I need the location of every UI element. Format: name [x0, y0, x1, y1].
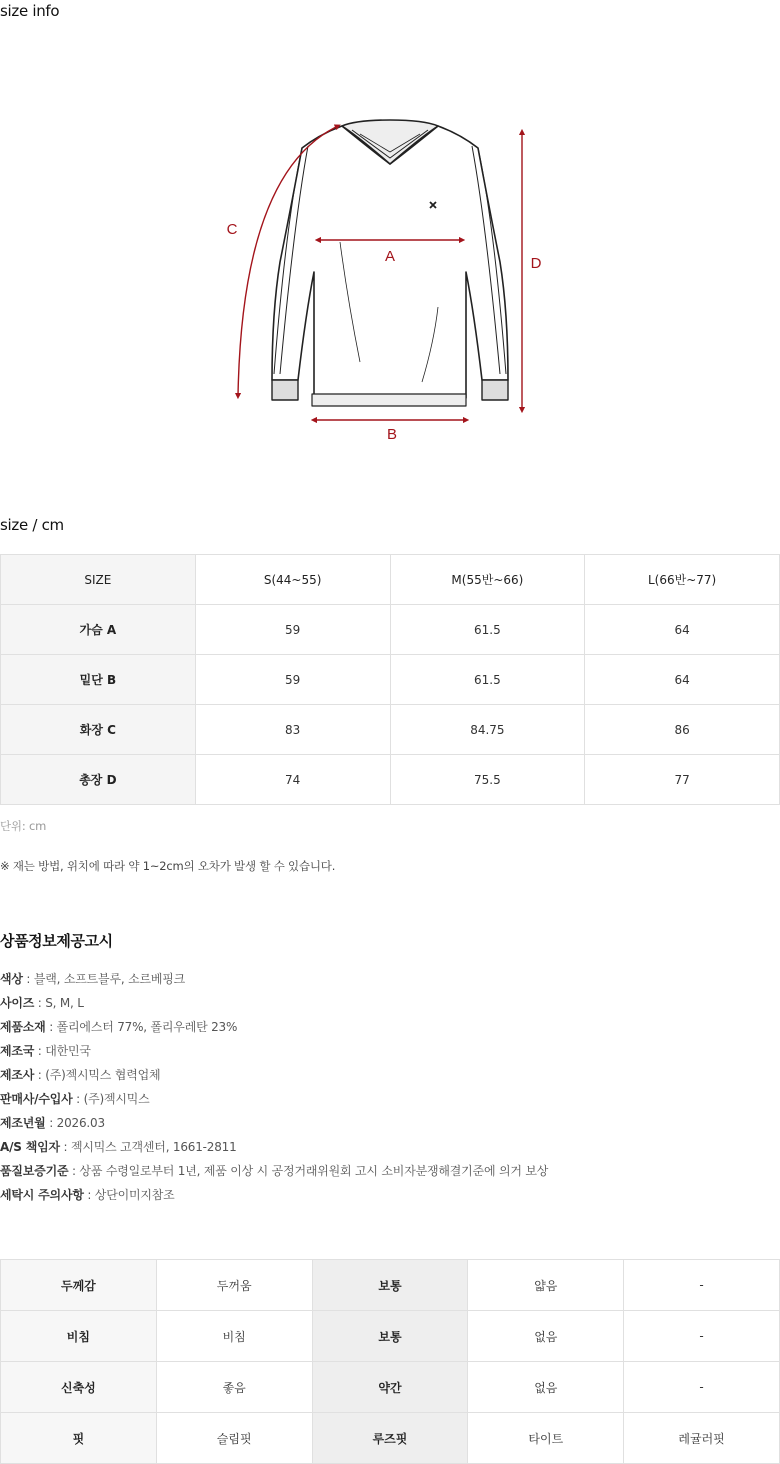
table-cell: 64 — [585, 605, 780, 655]
row-label: 비침 — [1, 1311, 157, 1362]
label-c: C — [226, 221, 238, 238]
table-cell: 61.5 — [390, 605, 585, 655]
table-row — [1, 705, 780, 755]
header-cell: M(55반~66) — [390, 555, 585, 605]
notice-item-date: 제조년월 : 2026.03 — [0, 1116, 105, 1130]
table-cell: 77 — [585, 755, 780, 805]
table-row — [1, 755, 780, 805]
table-row — [1, 1260, 780, 1311]
table-cell: 좋음 — [156, 1362, 312, 1413]
table-cell: 59 — [195, 655, 390, 705]
notice-item-warranty: 품질보증기준 : 상품 수령일로부터 1년, 제품 이상 시 공정거래위원회 고시 소비자분쟁해결기준에 의거 보상 — [0, 1164, 549, 1178]
table-cell: 비침 — [156, 1311, 312, 1362]
unit-note: 단위: cm — [0, 819, 47, 833]
table-header-row — [1, 555, 780, 605]
table-row — [1, 1362, 780, 1413]
table-cell: 84.75 — [390, 705, 585, 755]
row-label: 핏 — [1, 1413, 157, 1464]
garment-size-diagram — [210, 112, 550, 448]
header-cell: S(44~55) — [195, 555, 390, 605]
table-cell: 64 — [585, 655, 780, 705]
table-cell-selected: 보통 — [312, 1311, 468, 1362]
table-cell: 두꺼움 — [156, 1260, 312, 1311]
table-cell: 없음 — [468, 1311, 624, 1362]
table-cell: 74 — [195, 755, 390, 805]
table-cell-selected: 약간 — [312, 1362, 468, 1413]
row-label: 밑단 B — [1, 655, 196, 705]
notice-item-care: 세탁시 주의사항 : 상단이미지참조 — [0, 1188, 175, 1202]
feature-table — [0, 1259, 780, 1464]
table-cell: 83 — [195, 705, 390, 755]
table-row — [1, 1311, 780, 1362]
notice-item-material: 제품소재 : 폴리에스터 77%, 폴리우레탄 23% — [0, 1020, 238, 1034]
table-cell: 레귤러핏 — [624, 1413, 780, 1464]
header-cell: SIZE — [1, 555, 196, 605]
notice-item-seller: 판매사/수입사 : (주)젝시믹스 — [0, 1092, 150, 1106]
size-info-title: size info — [0, 2, 60, 20]
product-notice-list — [0, 970, 548, 1210]
notice-item-color: 색상 : 블랙, 소프트블루, 소르베핑크 — [0, 972, 186, 986]
table-cell: 슬림핏 — [156, 1413, 312, 1464]
table-cell: 75.5 — [390, 755, 585, 805]
size-cm-title: size / cm — [0, 516, 64, 534]
table-row — [1, 1413, 780, 1464]
table-cell: - — [624, 1260, 780, 1311]
table-cell: 타이트 — [468, 1413, 624, 1464]
size-table — [0, 554, 780, 805]
header-cell: L(66반~77) — [585, 555, 780, 605]
row-label: 화장 C — [1, 705, 196, 755]
table-row — [1, 605, 780, 655]
table-cell-selected: 루즈핏 — [312, 1413, 468, 1464]
product-notice-title: 상품정보제공고시 — [0, 932, 113, 950]
table-cell: 86 — [585, 705, 780, 755]
label-b: B — [386, 426, 398, 443]
table-cell: 61.5 — [390, 655, 585, 705]
notice-item-as: A/S 책임자 : 젝시믹스 고객센터, 1661-2811 — [0, 1140, 237, 1154]
table-cell: 59 — [195, 605, 390, 655]
row-label: 두께감 — [1, 1260, 157, 1311]
table-cell: - — [624, 1362, 780, 1413]
label-a: A — [384, 248, 396, 265]
row-label: 가슴 A — [1, 605, 196, 655]
measurement-error-note: ※ 재는 방법, 위치에 따라 약 1~2cm의 오차가 발생 할 수 있습니다. — [0, 859, 336, 873]
table-row — [1, 655, 780, 705]
row-label: 신축성 — [1, 1362, 157, 1413]
table-cell-selected: 보통 — [312, 1260, 468, 1311]
table-cell: - — [624, 1311, 780, 1362]
table-cell: 없음 — [468, 1362, 624, 1413]
table-cell: 얇음 — [468, 1260, 624, 1311]
notice-item-manufacturer: 제조사 : (주)젝시믹스 협력업체 — [0, 1068, 161, 1082]
notice-item-country: 제조국 : 대한민국 — [0, 1044, 91, 1058]
notice-item-size: 사이즈 : S, M, L — [0, 996, 84, 1010]
label-d: D — [530, 255, 542, 272]
row-label: 총장 D — [1, 755, 196, 805]
